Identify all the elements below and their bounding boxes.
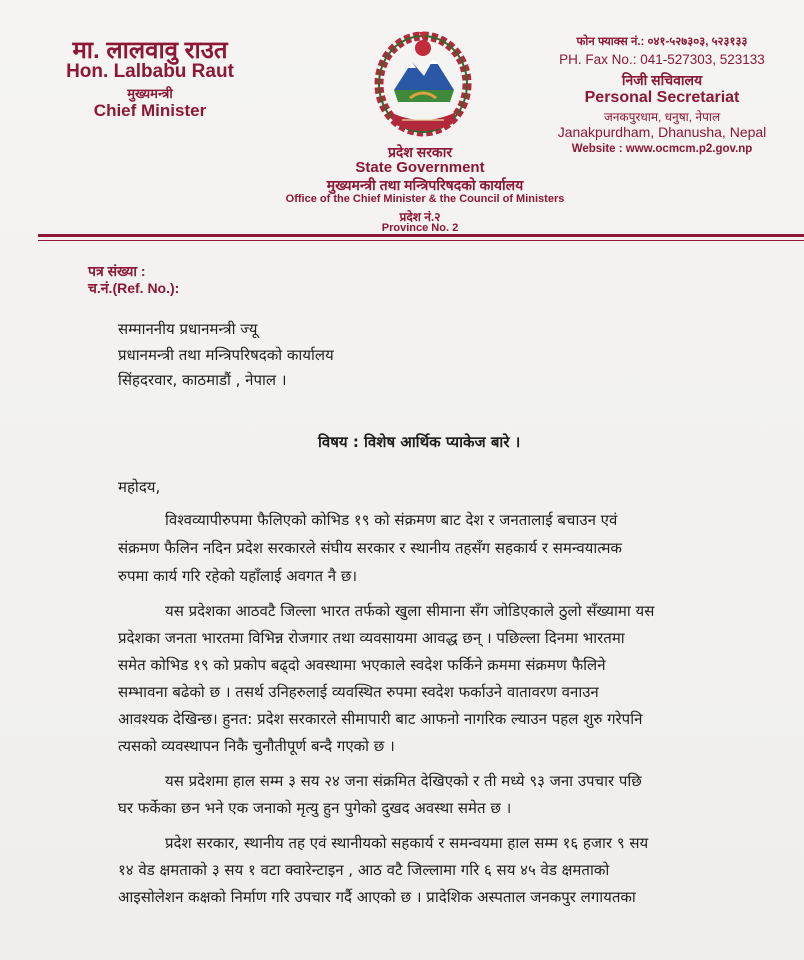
- paragraph-2-line-2: प्रदेशका जनता भारतमा विभिन्न रोजगार तथा व्यवसायमा आवद्ध छन् । पछिल्ला दिनमा भारतमा: [118, 629, 625, 647]
- subject-line: विषय : विशेष आर्थिक प्याकेज बारे ।: [318, 433, 521, 451]
- paragraph-4-line-2: १४ वेड क्षमताको ३ सय १ वटा क्वारेन्टाइन , आठ वटै जिल्लामा गरि ६ सय ४५ वेड क्षमताको: [118, 861, 610, 879]
- paragraph-1-line-2: संक्रमण फैलिन नदिन प्रदेश सरकारले संघीय सरकार र स्थानीय तहसँग सहकार्य र समन्वयात्मक: [118, 539, 622, 557]
- header-divider-thin: [38, 240, 804, 241]
- phone-fax-en: PH. Fax No.: 041-527303, 523133: [559, 52, 765, 67]
- reference-number-label: च.नं.(Ref. No.):: [88, 280, 180, 296]
- paragraph-2-line-1: यस प्रदेशका आठवटै जिल्ला भारत तर्फको खुला सीमाना सँग जोडिएकाले ठुलो सँख्यामा यस: [165, 602, 655, 620]
- paragraph-2-line-5: आवश्यक देखिन्छ। हुनत: प्रदेश सरकारले सीमापारी बाट आफनो नागरिक ल्याउन पहल शुरु गरेपनि: [118, 710, 643, 728]
- website: Website : www.ocmcm.p2.gov.np: [571, 143, 753, 155]
- recipient-line-1: सम्माननीय प्रधानमन्त्री ज्यू: [118, 320, 258, 338]
- paragraph-3-line-1: यस प्रदेशमा हाल सम्म ३ सय २४ जना संक्रमित देखिएको र ती मध्ये ९३ जना उपचार पछि: [165, 772, 642, 790]
- state-government-np: प्रदेश सरकार: [387, 144, 453, 160]
- phone-fax-np: फोन फ्याक्स नं.: ०४१-५२७३०३, ५२३१३३: [576, 36, 748, 48]
- office-title-en: Office of the Chief Minister & the Council of Ministers: [285, 193, 565, 205]
- paragraph-1-line-3: रुपमा कार्य गरि रहेको यहाँलाई अवगत नै छ।: [118, 567, 358, 585]
- paragraph-2-line-4: सम्भावना बढेको छ । तसर्थ उनिहरुलाई व्यवस्थित रुपमा स्वदेश फर्काउने वातावरण वनाउन: [118, 683, 599, 701]
- province-np: प्रदेश नं.२: [399, 210, 441, 224]
- paragraph-2-line-3: समेत कोभिड १९ को प्रकोप बढ्दो अवस्थामा भएकाले स्वदेश फर्किने क्रममा संक्रमण फैलिने: [118, 656, 606, 674]
- address-np: जनकपुरधाम, धनुषा, नेपाल: [603, 110, 721, 124]
- minister-name-np: मा. लालवावु राउत: [72, 37, 228, 64]
- minister-title-en: Chief Minister: [93, 101, 207, 120]
- province-en: Province No. 2: [381, 222, 459, 234]
- personal-secretariat-np: निजी सचिवालय: [621, 72, 703, 88]
- nepal-emblem-icon: [372, 28, 474, 138]
- paragraph-3-line-2: घर फर्केका छन भने एक जनाको मृत्यु हुन पुगेको दुखद अवस्था समेत छ ।: [118, 799, 512, 817]
- paragraph-1-line-1: विश्वव्यापीरुपमा फैलिएको कोभिड १९ को संक्रमण बाट देश र जनतालाई बचाउन एवं: [165, 511, 618, 529]
- office-title-np: मुख्यमन्त्री तथा मन्त्रिपरिषदको कार्यालय: [326, 177, 524, 193]
- personal-secretariat-en: Personal Secretariat: [584, 89, 740, 106]
- recipient-line-2: प्रधानमन्त्री तथा मन्त्रिपरिषदको कार्यालय: [118, 346, 334, 364]
- paragraph-2-line-6: त्यसको व्यवस्थापन निकै चुनौतीपूर्ण बन्दै गएको छ ।: [118, 737, 395, 755]
- recipient-line-3: सिंहदरवार, काठमाडौं , नेपाल ।: [118, 371, 287, 389]
- address-en: Janakpurdham, Dhanusha, Nepal: [557, 124, 767, 140]
- paragraph-4-line-1: प्रदेश सरकार, स्थानीय तह एवं स्थानीयको सहकार्य र समन्वयमा हाल सम्म १६ हजार ९ सय: [165, 834, 649, 852]
- letter-number-label: पत्र संख्या :: [88, 263, 146, 279]
- header-divider-thick: [38, 234, 804, 237]
- paragraph-4-line-3: आइसोलेशन कक्षको निर्माण गरि उपचार गर्दै आएको छ । प्रादेशिक अस्पताल जनकपुर लगायतका: [118, 888, 636, 906]
- salutation: महोदय,: [118, 478, 161, 496]
- minister-title-np: मुख्यमन्त्री: [127, 86, 173, 101]
- state-government-en: State Government: [355, 159, 485, 176]
- minister-name-en: Hon. Lalbabu Raut: [66, 61, 234, 82]
